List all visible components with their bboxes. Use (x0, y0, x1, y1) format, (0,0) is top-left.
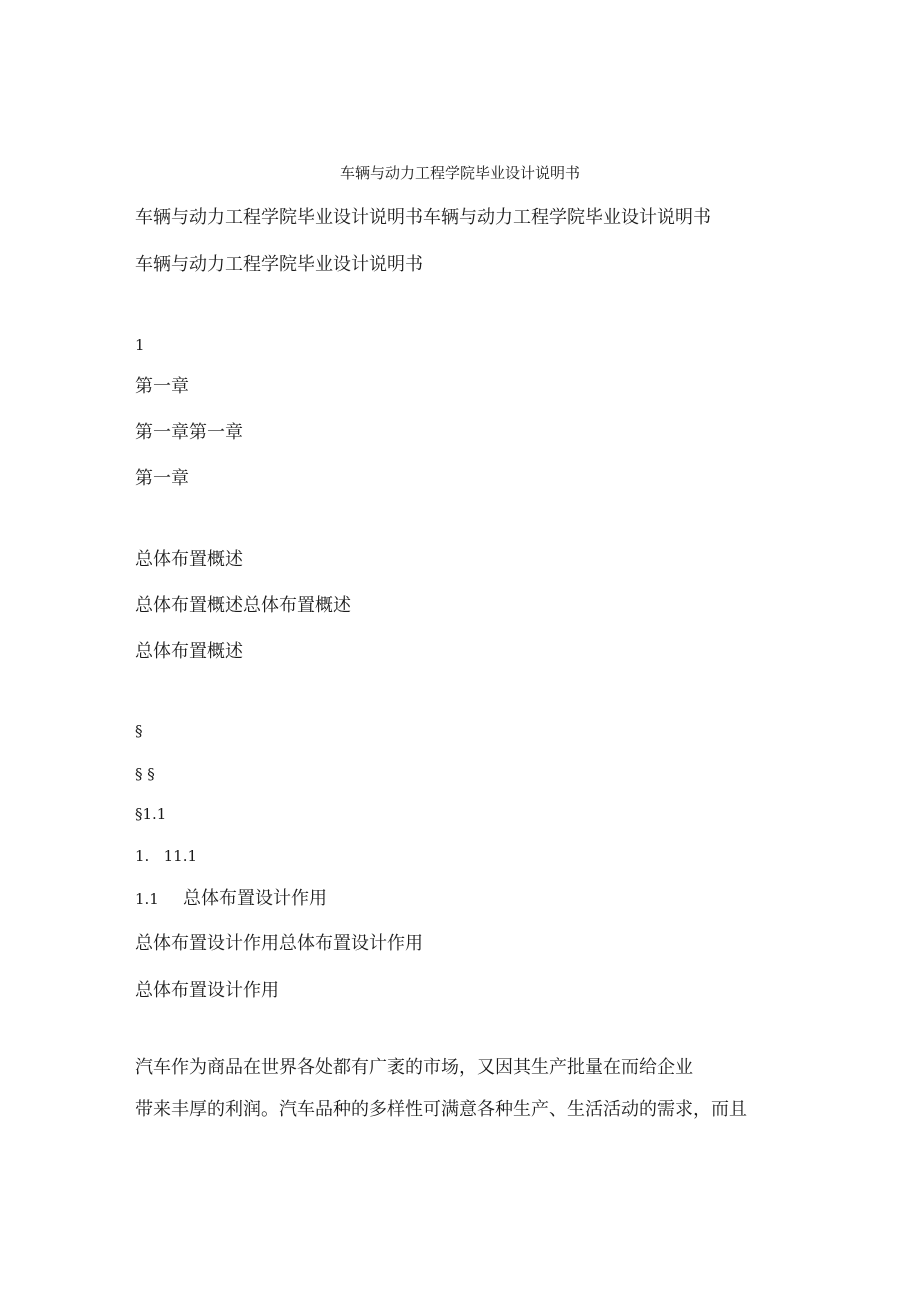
section-symbol-repeat: § § (135, 765, 155, 783)
section-symbol: § (135, 722, 143, 740)
section-heading: 总体布置概述 (135, 549, 243, 570)
title-repeat-line: 车辆与动力工程学院毕业设计说明书车辆与动力工程学院毕业设计说明书 (135, 207, 711, 228)
paragraph-line: 带来丰厚的利润。汽车品种的多样性可满意各种生产、生活活动的需求，而且 (135, 1099, 747, 1120)
numbering-line: 1. 11.1 (135, 847, 198, 865)
subsection-heading-repeat: 总体布置设计作用总体布置设计作用 (135, 933, 423, 954)
chapter-heading: 第一章 (135, 376, 189, 397)
subsection-heading (135, 887, 327, 911)
subsection-label: 总体布置设计作用 (183, 888, 327, 909)
section-heading: 总体布置概述 (135, 641, 243, 662)
subsection-number: 1.1 (135, 890, 159, 908)
running-header: 车辆与动力工程学院毕业设计说明书 (339, 164, 580, 182)
title-line: 车辆与动力工程学院毕业设计说明书 (135, 254, 423, 275)
page-number: 1 (135, 336, 145, 354)
subsection-heading: 总体布置设计作用 (135, 980, 279, 1001)
section-number: §1.1 (135, 805, 167, 823)
paragraph-line: 汽车作为商品在世界各处都有广袤的市场，又因其生产批量在而给企业 (135, 1057, 693, 1078)
section-heading-repeat: 总体布置概述总体布置概述 (135, 595, 351, 616)
chapter-heading: 第一章 (135, 468, 189, 489)
chapter-heading-repeat: 第一章第一章 (135, 422, 243, 443)
